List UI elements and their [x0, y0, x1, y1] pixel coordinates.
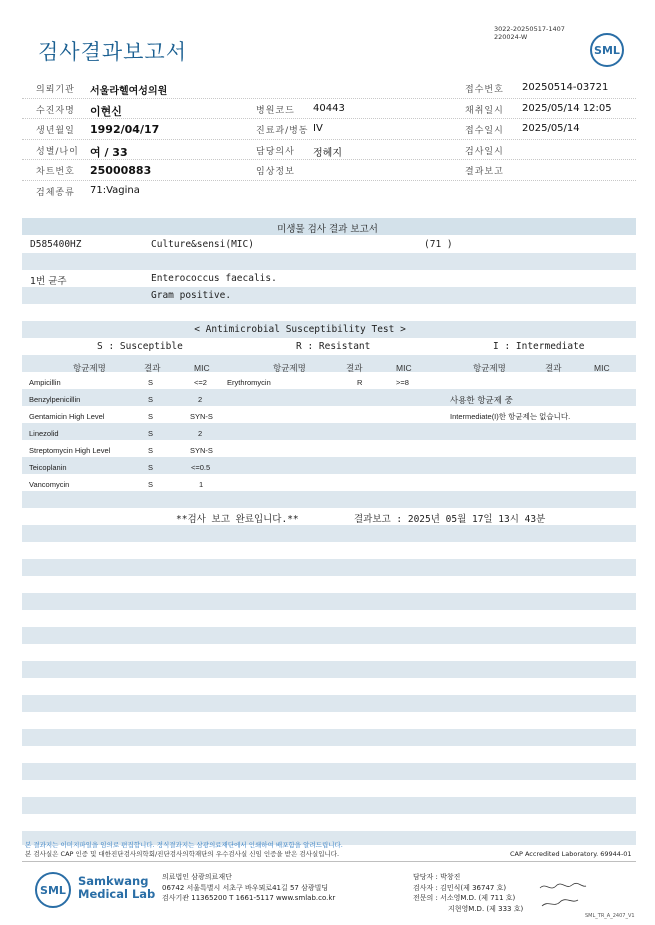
row-band — [22, 627, 636, 644]
patient-label: 수진자명 — [36, 105, 75, 116]
row-band — [22, 559, 636, 576]
sex-age-value: 여 / 33 — [90, 145, 128, 159]
info-row — [22, 160, 636, 181]
drug-name: Erythromycin — [227, 378, 271, 387]
report-complete: **검사 보고 완료입니다.** — [176, 514, 299, 525]
isolate-label: 1번 균주 — [30, 276, 67, 287]
footer-notes — [25, 841, 343, 859]
birth-value: 1992/04/17 — [90, 123, 160, 136]
intermediate-note-1: 사용한 항균제 중 — [450, 396, 513, 406]
org-info: 의료법인 삼광의료재단 06742 서울특별시 서초구 바우뫼로41길 57 삼광빌딩 검사기관 11365200 T 1661-5117 www.smlab.co.kr — [162, 873, 336, 902]
doctor-label: 담당의사 — [256, 146, 295, 157]
drug-mic: <=0.5 — [191, 463, 211, 472]
drug-result: R — [357, 378, 363, 387]
patient-value: 이현신 — [90, 104, 122, 118]
cap-accreditation: CAP Accredited Laboratory. 69944-01 — [510, 850, 632, 858]
drug-result: S — [148, 446, 154, 455]
col-mic-header: MIC — [194, 363, 210, 373]
report-time: 결과보고 : 2025년 05월 17일 13시 43분 — [354, 514, 546, 525]
gram-stain: Gram positive. — [151, 290, 232, 301]
test-date-label: 검사일시 — [465, 146, 504, 157]
col-drug-header: 항균제명 — [73, 364, 106, 374]
micro-section-title: 미생물 검사 결과 보고서 — [277, 224, 378, 235]
ast-header-band — [22, 355, 636, 372]
form-version: SML_TR_A_2407_V1 — [585, 913, 635, 919]
test-name: Culture&sensi(MIC) — [151, 239, 254, 250]
drug-mic: 2 — [198, 429, 203, 438]
col-result-header: 결과 — [346, 364, 363, 374]
chart-value: 25000883 — [90, 164, 152, 177]
drug-mic: <=2 — [194, 378, 207, 387]
info-row — [22, 99, 636, 120]
row-band — [22, 729, 636, 746]
drug-mic: SYN-S — [190, 446, 213, 455]
dept-value: IV — [313, 123, 323, 134]
drug-mic: 2 — [198, 395, 203, 404]
drug-name: Gentamicin High Level — [29, 412, 105, 421]
footer-note-1: 본 결과지는 이미지파일을 임의로 편집합니다. 정식결과지는 삼광의료재단에서 인쇄하여 배포함을 알려드립니다. — [25, 841, 343, 849]
hospital-value: 서울라헬여성의원 — [90, 86, 168, 97]
row-band — [22, 593, 636, 610]
sml-logo-icon: SML — [590, 33, 624, 67]
hospital-code-value: 40443 — [313, 102, 345, 114]
drug-result: S — [148, 480, 154, 489]
test-code: D585400HZ — [30, 239, 82, 250]
drug-result: S — [148, 463, 154, 472]
col-drug-header: 항균제명 — [473, 364, 506, 374]
specimen-value: 71:Vagina — [90, 184, 140, 196]
info-row — [22, 181, 636, 202]
signature-icon — [538, 880, 588, 910]
info-row — [22, 119, 636, 140]
info-row — [22, 78, 636, 99]
hospital-code-label: 병원코드 — [256, 105, 295, 116]
dept-label: 진료과/병동 — [256, 126, 309, 136]
drug-result: S — [148, 378, 154, 387]
page-title: 검사결과보고서 — [38, 40, 188, 64]
collect-label: 채취일시 — [465, 105, 504, 116]
col-result-header: 결과 — [144, 364, 161, 374]
row-band — [22, 525, 636, 542]
drug-result: S — [148, 395, 154, 404]
legend-resistant: R : Resistant — [296, 341, 371, 352]
drug-mic: 1 — [199, 480, 204, 489]
row-band — [22, 797, 636, 814]
row-band — [22, 253, 636, 270]
receipt-date-label: 접수일시 — [465, 126, 504, 136]
brand-name: Samkwang Medical Lab — [78, 874, 156, 901]
chart-label: 차트번호 — [36, 167, 75, 177]
footer-divider — [22, 861, 636, 862]
drug-mic: SYN-S — [190, 412, 213, 421]
drug-name: Ampicillin — [29, 378, 61, 387]
receipt-no-label: 접수번호 — [465, 85, 504, 95]
receipt-date-value: 2025/05/14 — [522, 123, 580, 134]
document-number: 3022-20250517-1407 220024-W — [494, 25, 565, 41]
drug-name: Linezolid — [29, 429, 59, 438]
drug-result: S — [148, 429, 154, 438]
intermediate-note-2: Intermediate(I)한 항균제는 없습니다. — [450, 412, 571, 421]
drug-name: Teicoplanin — [29, 463, 67, 472]
doctor-value: 정혜지 — [313, 147, 342, 159]
row-band — [22, 695, 636, 712]
row-band — [22, 661, 636, 678]
birth-label: 생년월일 — [36, 126, 75, 136]
drug-result: S — [148, 412, 154, 421]
sex-age-label: 성별/나이 — [36, 146, 79, 157]
legend-susceptible: S : Susceptible — [97, 341, 183, 352]
row-band — [22, 763, 636, 780]
collect-value: 2025/05/14 12:05 — [522, 102, 612, 114]
ast-title: < Antimicrobial Susceptibility Test > — [194, 324, 406, 335]
clinical-label: 임상정보 — [256, 167, 295, 177]
staff-signatures: 담당자 : 박창진 검사자 : 김민식(제 36747 호) 전문의 : 서소영M.D. (제 711 호) 지현영M.D. (제 333 호) — [413, 873, 524, 913]
legend-intermediate: I : Intermediate — [493, 341, 585, 352]
info-row — [22, 140, 636, 161]
row-band — [22, 423, 636, 440]
row-band — [22, 287, 636, 304]
col-mic-header: MIC — [594, 363, 610, 373]
organism-name: Enterococcus faecalis. — [151, 273, 277, 284]
col-mic-header: MIC — [396, 363, 412, 373]
drug-name: Streptomycin High Level — [29, 446, 111, 455]
footer-note-2: 본 검사실은 CAP 인증 및 대한진단검사의학회/진단검사의학재단의 우수검사실 신임 인증을 받은 검사실입니다. — [25, 850, 340, 858]
row-band — [22, 491, 636, 508]
sml-logo-icon: SML — [35, 872, 71, 908]
receipt-no-value: 20250514-03721 — [522, 82, 609, 93]
drug-name: Benzylpenicillin — [29, 395, 81, 404]
report-label: 결과보고 — [465, 167, 504, 177]
drug-mic: >=8 — [396, 378, 409, 387]
test-specimen-code: (71 ) — [424, 239, 453, 250]
drug-name: Vancomycin — [29, 480, 70, 489]
col-result-header: 결과 — [545, 364, 562, 374]
col-drug-header: 항균제명 — [273, 364, 306, 374]
hospital-label: 의뢰기관 — [36, 85, 75, 95]
patient-info-table — [22, 78, 636, 201]
specimen-label: 검체종류 — [36, 187, 75, 198]
row-band — [22, 457, 636, 474]
row-band — [22, 389, 636, 406]
